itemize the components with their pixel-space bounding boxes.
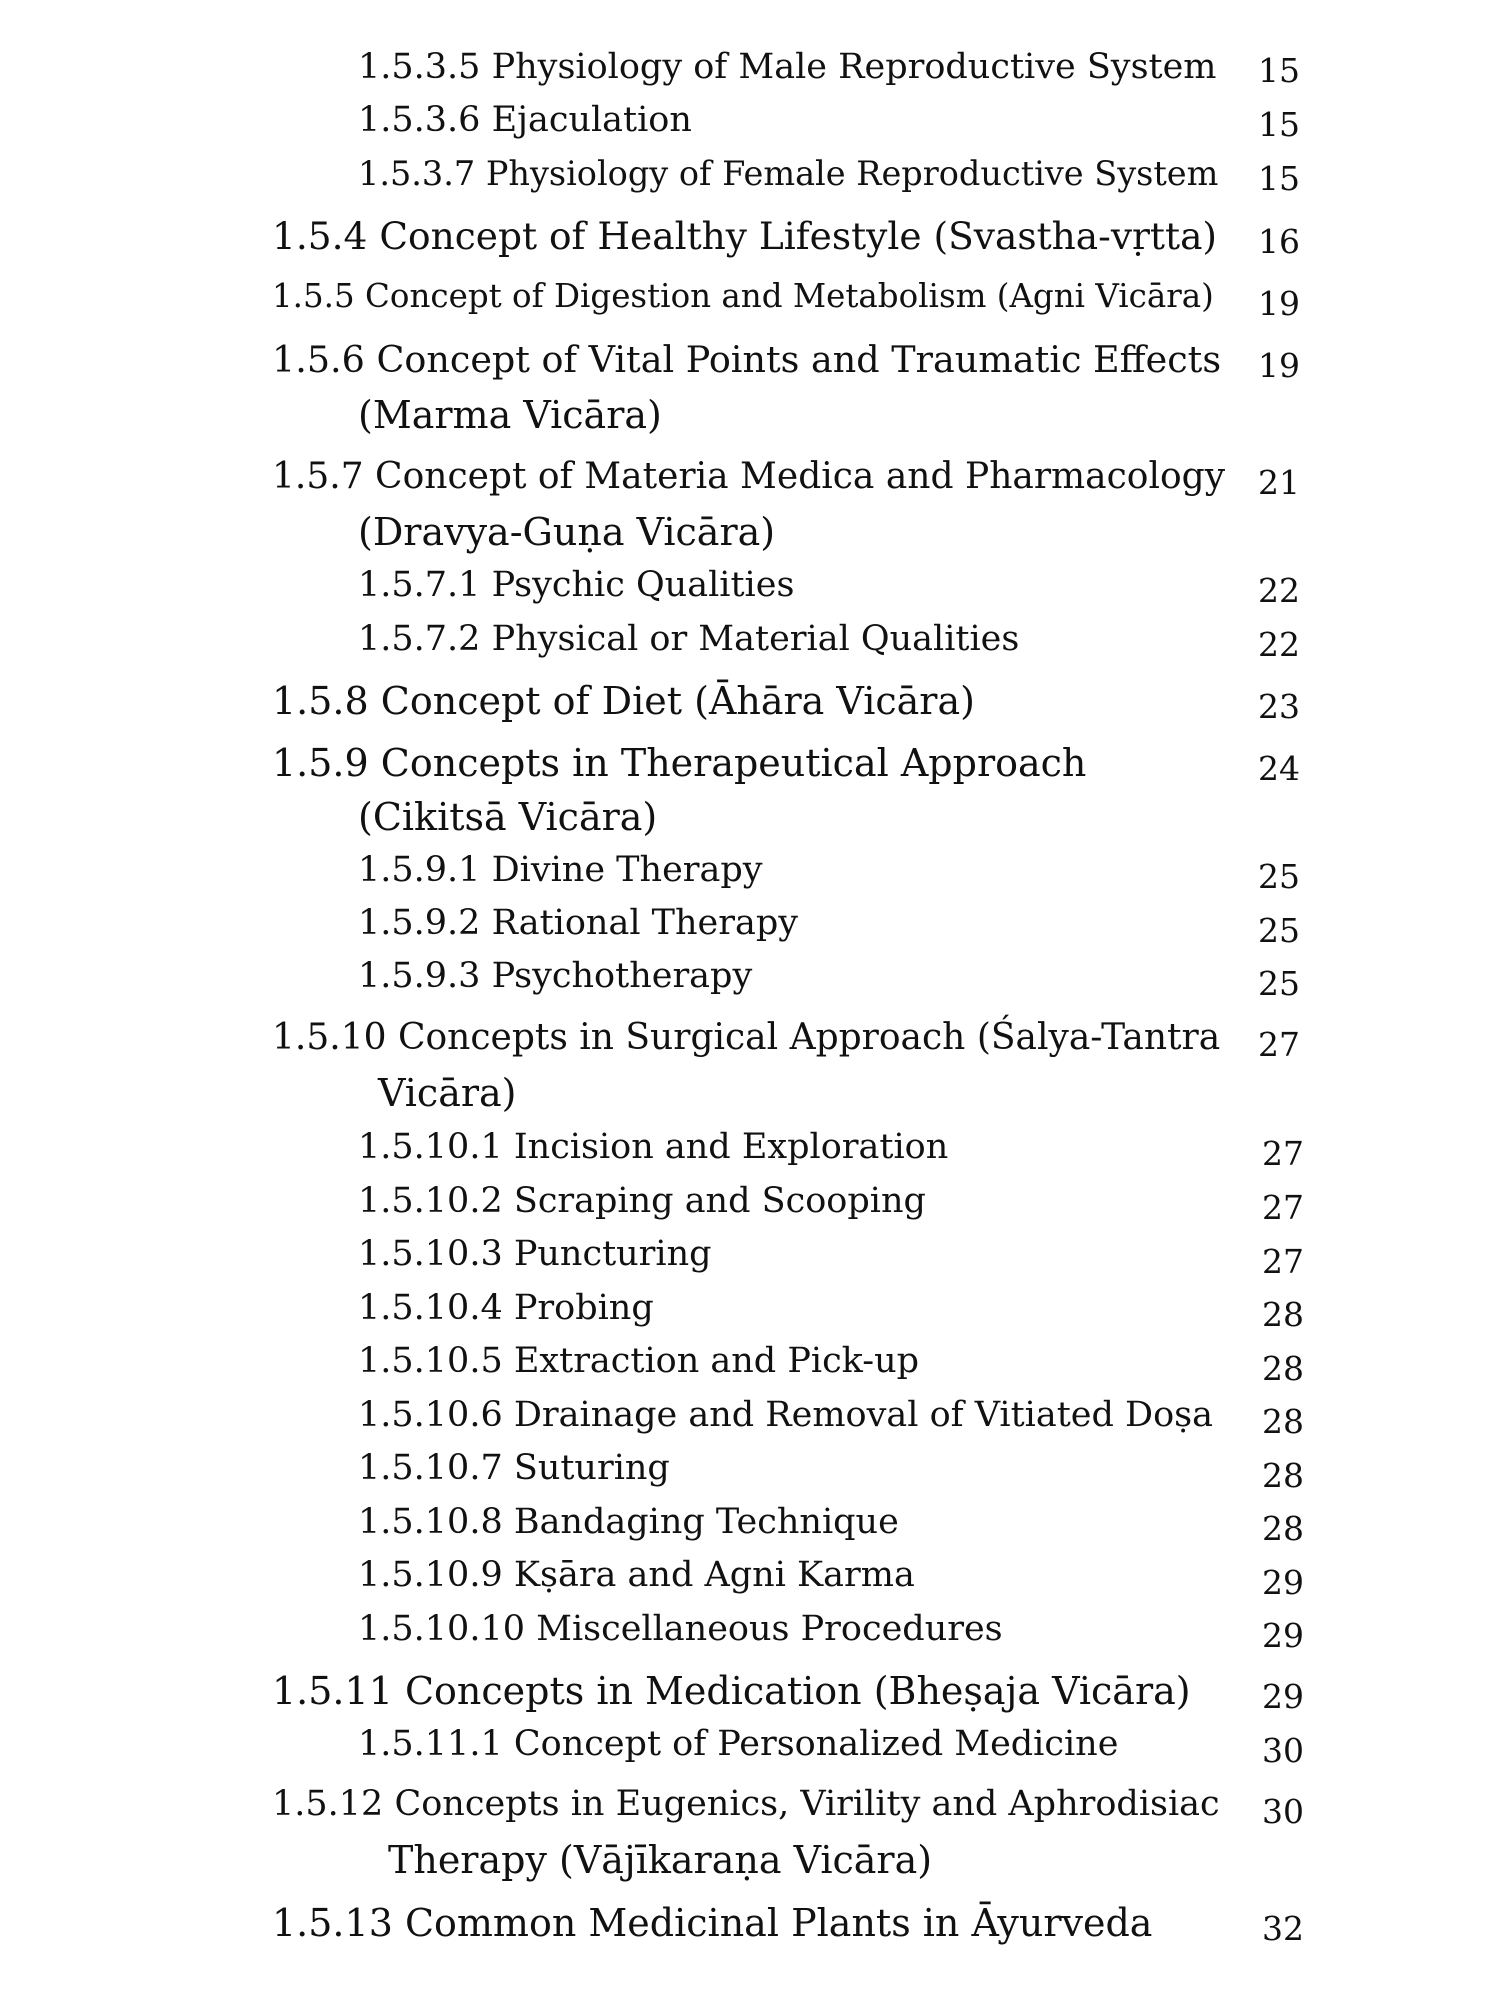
toc-entry-page: 27 [1258,1025,1300,1064]
toc-entry-label: 1.5.11.1 Concept of Personalized Medicine [358,1724,1119,1764]
toc-entry-label: 1.5.3.6 Ejaculation [358,100,692,140]
toc-entry-page: 15 [1258,105,1300,144]
toc-entry-label: 1.5.10.1 Incision and Exploration [358,1127,949,1167]
toc-entry-label: 1.5.3.7 Physiology of Female Reproductive System [358,154,1219,193]
toc-entry-page: 28 [1262,1349,1304,1388]
toc-entry-label: 1.5.9.1 Divine Therapy [358,850,763,890]
toc-entry-page: 29 [1262,1616,1304,1655]
toc-entry-page: 25 [1258,857,1300,896]
toc-entry-page: 24 [1258,749,1300,788]
toc-entry-label: 1.5.5 Concept of Digestion and Metabolism (Agni Vicāra) [272,277,1214,315]
toc-entry-label: 1.5.10.3 Puncturing [358,1234,712,1274]
toc-entry-page: 25 [1258,964,1300,1003]
toc-entry-label: 1.5.11 Concepts in Medication (Bheṣaja Vicāra) [272,1669,1191,1713]
toc-entry-page: 28 [1262,1402,1304,1441]
toc-entry-label: 1.5.7.1 Psychic Qualities [358,565,795,605]
toc-entry-page: 27 [1262,1188,1304,1227]
toc-entry-label: 1.5.10.8 Bandaging Technique [358,1502,899,1542]
toc-entry-label: 1.5.3.5 Physiology of Male Reproductive System [358,47,1217,87]
toc-entry-label: 1.5.10 Concepts in Surgical Approach (Śalya-Tantra [272,1017,1221,1058]
toc-entry-label: 1.5.10.2 Scraping and Scooping [358,1181,926,1221]
toc-entry-page: 28 [1262,1509,1304,1548]
toc-entry-page: 22 [1258,625,1300,664]
toc-entry-label: 1.5.9.2 Rational Therapy [358,903,799,943]
toc-entry-label: 1.5.10.9 Kṣāra and Agni Karma [358,1555,915,1595]
toc-entry-page: 28 [1262,1456,1304,1495]
toc-entry-page: 16 [1258,222,1300,261]
toc-entry-page: 29 [1262,1677,1304,1716]
toc-entry-page: 25 [1258,911,1300,950]
toc-entry-label: 1.5.7.2 Physical or Material Qualities [358,619,1020,659]
toc-entry-continuation: Therapy (Vājīkaraṇa Vicāra) [388,1838,933,1882]
toc-entry-label: 1.5.6 Concept of Vital Points and Traumatic Effects [272,338,1222,381]
toc-entry-page: 15 [1258,51,1300,90]
toc-entry-label: 1.5.10.6 Drainage and Removal of Vitiated Doṣa [358,1395,1213,1435]
toc-entry-label: 1.5.10.4 Probing [358,1288,654,1328]
toc-entry-page: 27 [1262,1242,1304,1281]
toc-entry-page: 22 [1258,571,1300,610]
toc-entry-label: 1.5.7 Concept of Materia Medica and Pharmacology [272,456,1226,497]
toc-entry-page: 30 [1262,1731,1304,1770]
toc-entry-label: 1.5.4 Concept of Healthy Lifestyle (Svastha-vṛtta) [272,214,1218,258]
toc-entry-label: 1.5.9 Concepts in Therapeutical Approach [272,741,1087,785]
toc-entry-label: 1.5.10.7 Suturing [358,1448,670,1488]
toc-entry-label: 1.5.13 Common Medicinal Plants in Āyurveda [272,1901,1153,1945]
toc-entry-label: 1.5.10.10 Miscellaneous Procedures [358,1609,1003,1649]
toc-entry-continuation: (Marma Vicāra) [358,393,662,437]
toc-entry-label: 1.5.8 Concept of Diet (Āhāra Vicāra) [272,679,975,723]
toc-entry-page: 19 [1258,346,1300,385]
toc-entry-label: 1.5.12 Concepts in Eugenics, Virility and Aphrodisiac [272,1784,1220,1824]
toc-entry-continuation: Vicāra) [378,1071,517,1115]
toc-entry-page: 28 [1262,1295,1304,1334]
toc-entry-continuation: (Dravya-Guṇa Vicāra) [358,510,776,554]
toc-entry-continuation: (Cikitsā Vicāra) [358,795,658,839]
toc-entry-page: 21 [1258,463,1300,502]
toc-entry-label: 1.5.9.3 Psychotherapy [358,956,753,996]
toc-entry-page: 19 [1258,284,1300,323]
toc-entry-page: 29 [1262,1563,1304,1602]
toc-entry-page: 23 [1258,687,1300,726]
toc-entry-page: 15 [1258,159,1300,198]
toc-entry-page: 27 [1262,1134,1304,1173]
toc-entry-page: 30 [1262,1792,1304,1831]
toc-entry-page: 32 [1262,1909,1304,1948]
toc-entry-label: 1.5.10.5 Extraction and Pick-up [358,1341,920,1381]
